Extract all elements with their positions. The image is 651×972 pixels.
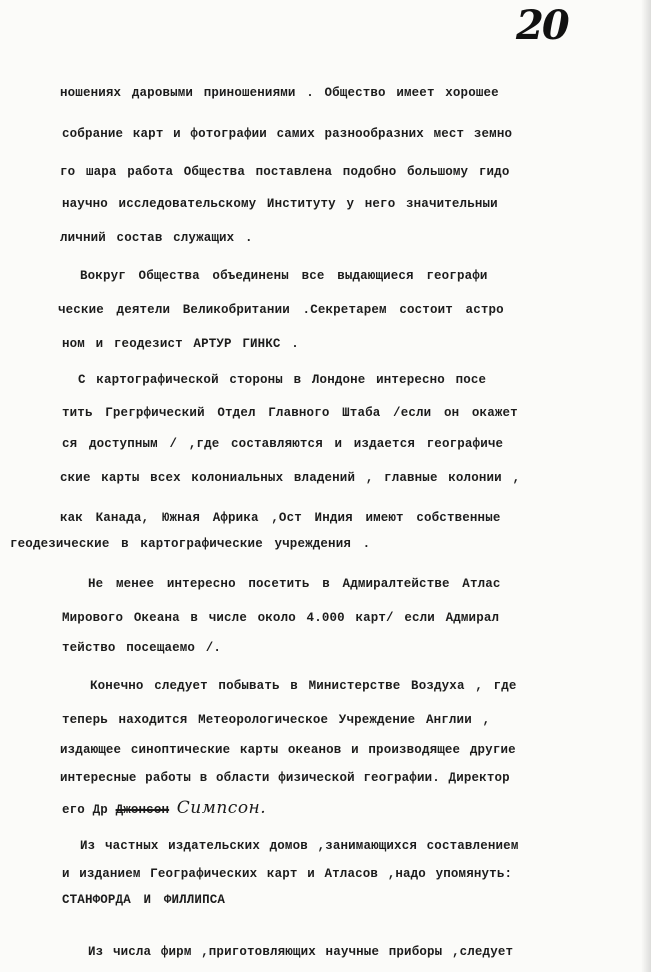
director-prefix: его Др (62, 803, 108, 817)
text-line: тейство посещаемо /. (62, 641, 222, 655)
text-line: ся доступным / ,где составляются и издается географиче (62, 437, 504, 451)
text-line: го шара работа Общества поставлена подобно большому гидо (60, 165, 510, 179)
text-line: научно исследовательскому Институту у него значительныи (62, 197, 498, 211)
page-edge-shadow (641, 0, 651, 972)
text-line: личний состав служащих . (60, 231, 253, 245)
text-line: Мирового Океана в числе около 4.000 карт/ если Адмирал (62, 611, 500, 625)
struck-out-name: Джонсон (115, 803, 170, 817)
text-line: С картографической стороны в Лондоне интересно посе (78, 373, 487, 387)
text-line: Вокруг Общества объединены все выдающиеся географи (80, 269, 488, 283)
text-line: Конечно следует побывать в Министерстве Воздуха , где (90, 679, 517, 693)
text-line: интересные работы в области физической географии. Директор (60, 771, 510, 785)
handwritten-correction: Симпсон. (176, 798, 267, 818)
text-line: тить Грегрфический Отдел Главного Штаба /если он окажет (62, 406, 518, 420)
text-line: и изданием Географических карт и Атласов ,надо упомянуть: (62, 867, 513, 881)
text-line: собрание карт и фотографии самих разнообразних мест земно (62, 127, 513, 141)
handwritten-page-number: 20 (516, 2, 568, 49)
text-line: ческие деятели Великобритании .Секретарем состоит астро (58, 303, 504, 317)
text-line: издающее синоптические карты океанов и производящее другие (60, 743, 516, 757)
text-line: теперь находится Метеорологическое Учреждение Англии , (62, 713, 491, 727)
text-line: геодезические в картографические учреждения . (10, 537, 371, 551)
text-line: Не менее интересно посетить в Адмиралтействе Атлас (88, 577, 501, 591)
text-line: ном и геодезист АРТУР ГИНКС . (62, 337, 299, 351)
text-line: Из числа фирм ,приготовляющих научные приборы ,следует (88, 945, 514, 959)
text-line: как Канада, Южная Африка ,Ост Индия имеют собственные (60, 511, 501, 525)
text-line: СТАНФОРДА И ФИЛЛИПСА (62, 893, 226, 907)
text-line: ские карты всех колониальных владений , главные колонии , (60, 471, 521, 485)
text-line (62, 800, 266, 818)
text-line: ношениях даровыми приношениями . Общество имеет хорошее (60, 86, 499, 100)
text-line: Из частных издательских домов ,занимающихся составлением (80, 839, 519, 853)
